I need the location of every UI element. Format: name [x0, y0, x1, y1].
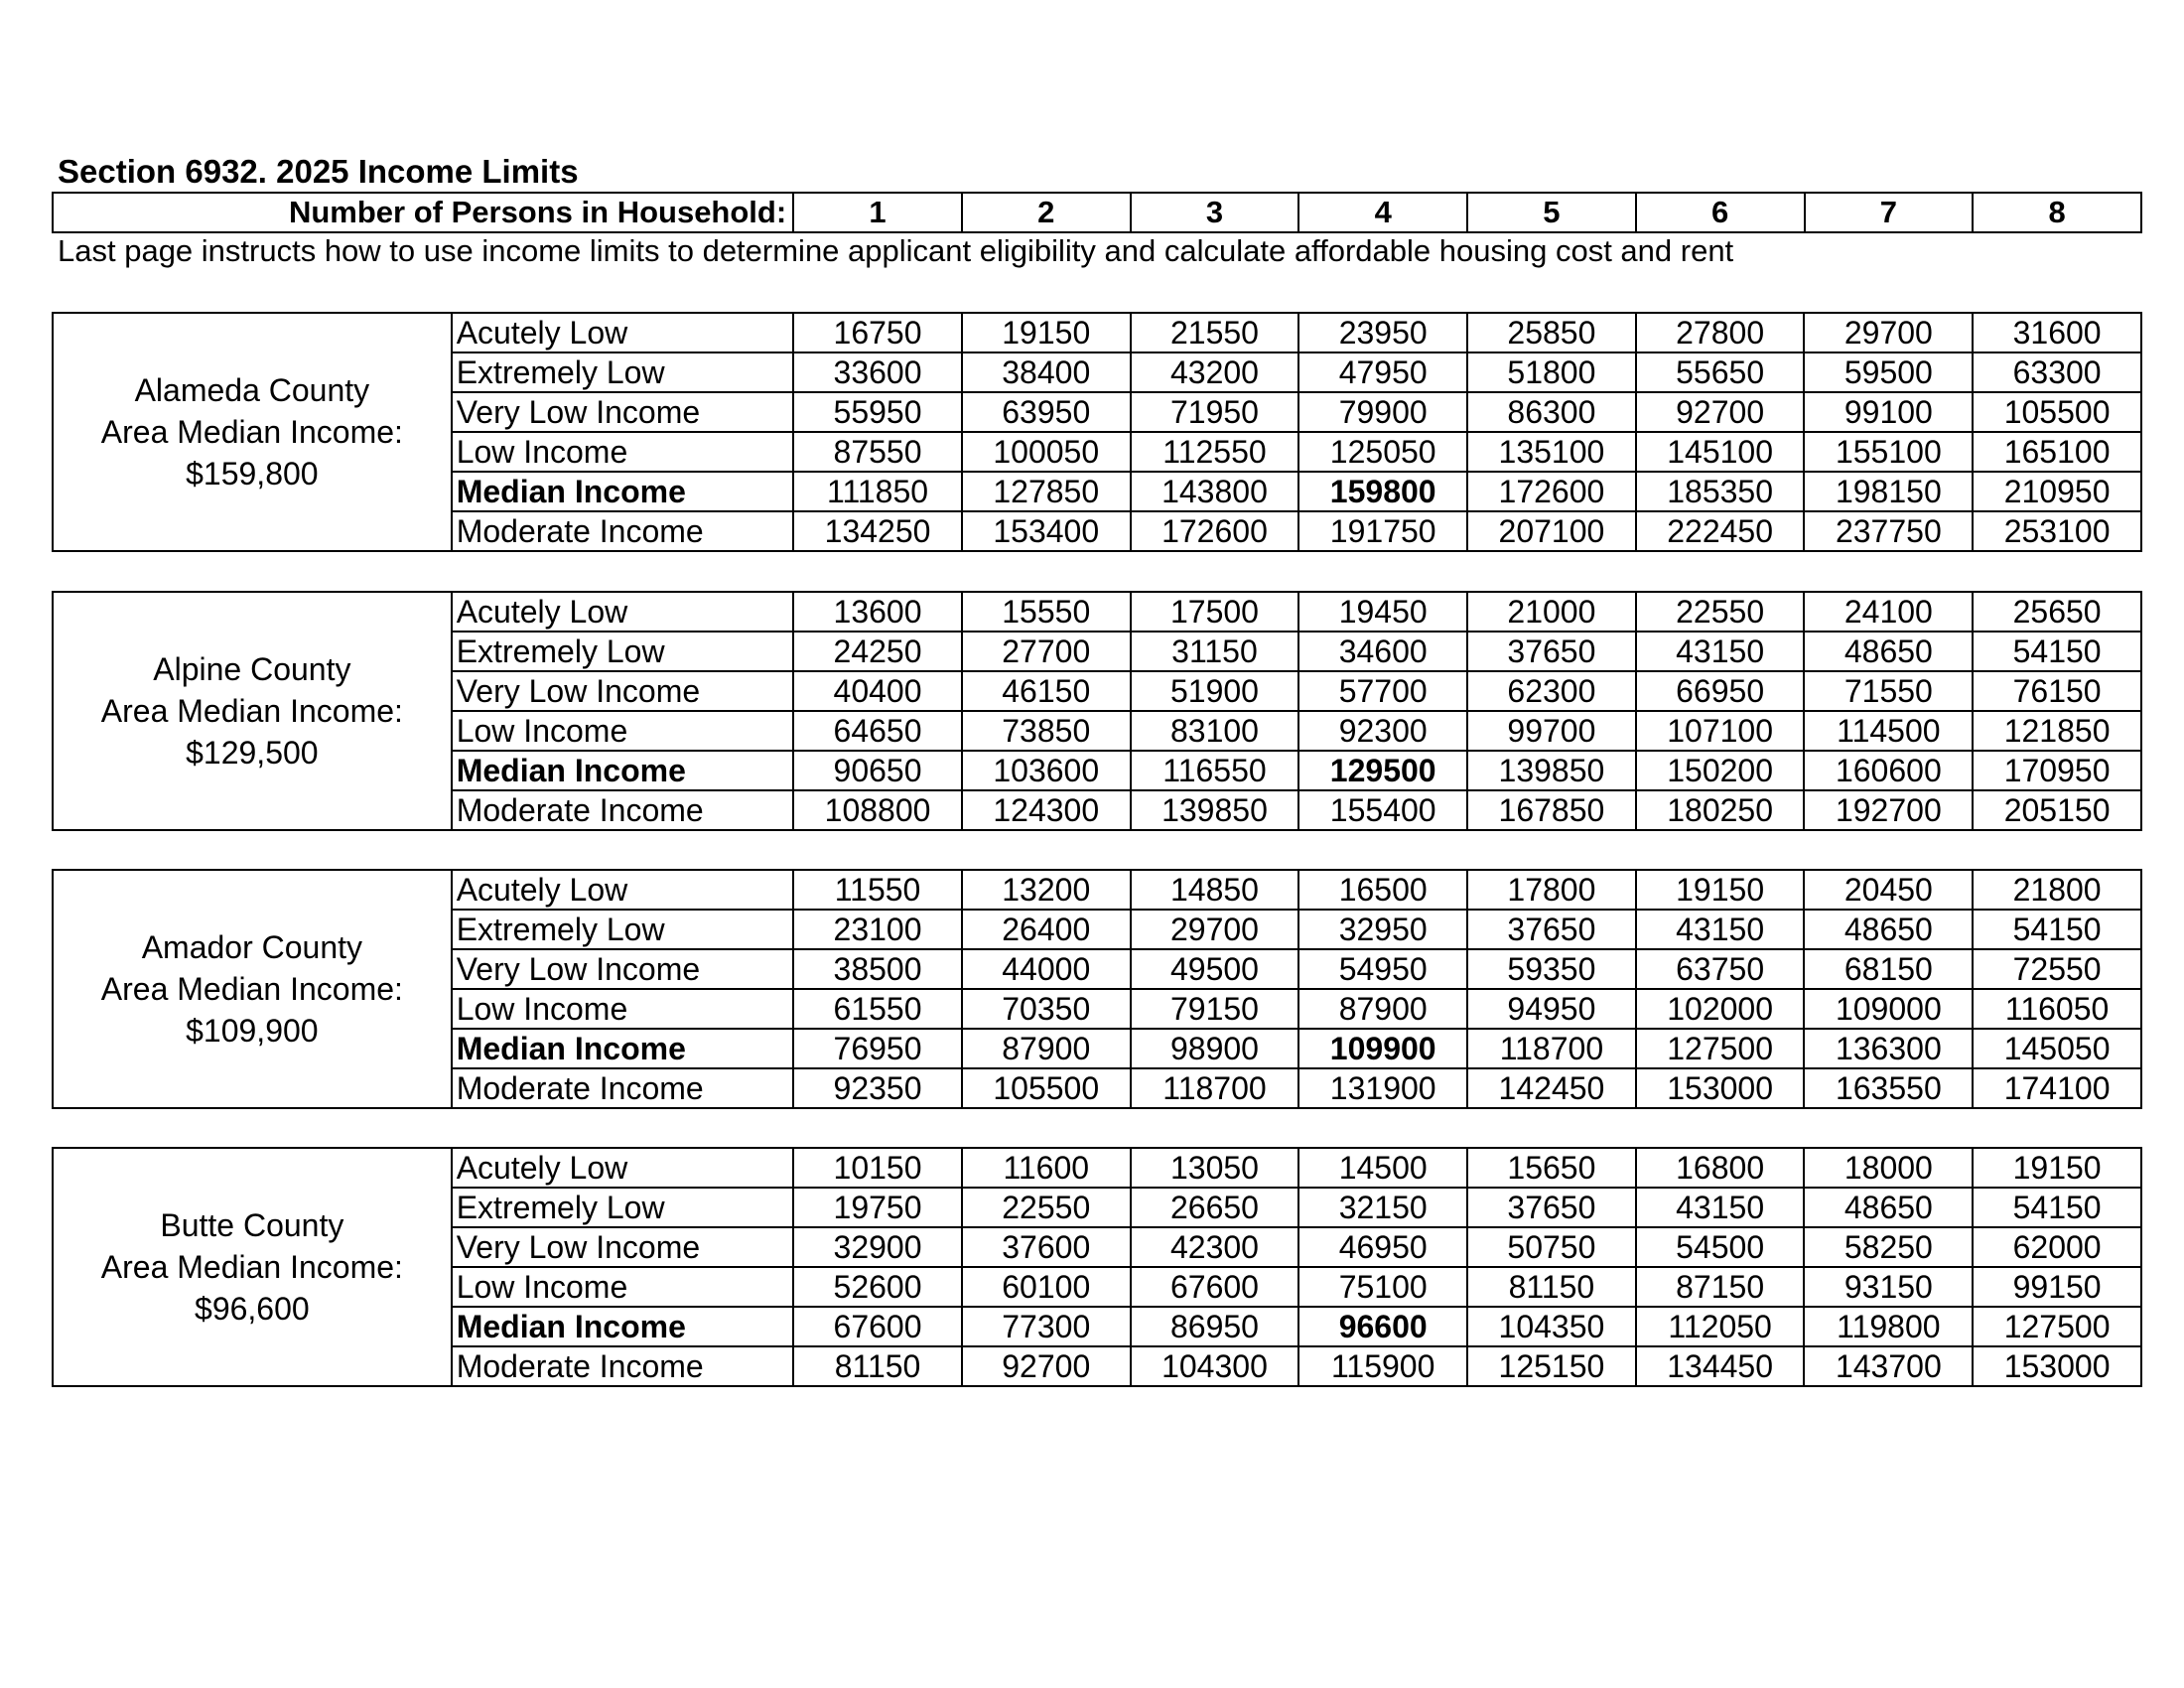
income-limit-cell: 92700: [962, 1346, 1131, 1386]
income-limit-cell: 105500: [1973, 392, 2141, 432]
county-info: [53, 313, 452, 551]
income-limit-cell: 210950: [1973, 472, 2141, 511]
income-category: Median Income: [452, 1307, 793, 1346]
income-limit-cell: 54500: [1636, 1227, 1805, 1267]
income-limit-cell: 107100: [1636, 711, 1805, 751]
income-category: Median Income: [452, 1029, 793, 1068]
income-limit-cell: 134250: [793, 511, 962, 551]
income-limit-cell: 37650: [1467, 632, 1636, 671]
income-limit-cell: 17500: [1131, 592, 1299, 632]
income-limit-cell: 26650: [1131, 1188, 1299, 1227]
income-limit-cell: 198150: [1804, 472, 1973, 511]
income-limit-cell: 27700: [962, 632, 1131, 671]
income-limit-cell: 125150: [1467, 1346, 1636, 1386]
page-title: Section 6932. 2025 Income Limits: [58, 153, 579, 190]
income-limit-cell: 112050: [1636, 1307, 1805, 1346]
income-limit-cell: 13600: [793, 592, 962, 632]
income-category: Very Low Income: [452, 671, 793, 711]
income-limit-cell: 61550: [793, 989, 962, 1029]
income-limit-cell: 43150: [1636, 1188, 1805, 1227]
income-limit-cell: 19150: [962, 313, 1131, 352]
income-limit-cell: 66950: [1636, 671, 1805, 711]
income-category: Acutely Low: [452, 870, 793, 910]
income-category: Acutely Low: [452, 313, 793, 352]
income-limit-cell: 145100: [1636, 432, 1805, 472]
income-limit-cell: 79150: [1131, 989, 1299, 1029]
income-limit-cell: 32150: [1298, 1188, 1467, 1227]
income-limit-cell: 253100: [1973, 511, 2141, 551]
household-label: Number of Persons in Household:: [53, 193, 793, 232]
income-limit-cell: 63950: [962, 392, 1131, 432]
income-limit-cell: 222450: [1636, 511, 1805, 551]
area-median-income-value: $96,600: [195, 1291, 310, 1327]
income-limit-cell: 71550: [1804, 671, 1973, 711]
table-row: [53, 313, 2141, 352]
income-limit-cell: 70350: [962, 989, 1131, 1029]
income-limit-cell: 62300: [1467, 671, 1636, 711]
income-limit-cell: 46150: [962, 671, 1131, 711]
table-row: [53, 870, 2141, 910]
household-size-3: 3: [1131, 193, 1299, 232]
income-limit-cell: 19150: [1973, 1148, 2141, 1188]
income-limit-cell: 23100: [793, 910, 962, 949]
income-category: Median Income: [452, 472, 793, 511]
income-limit-cell: 87900: [1298, 989, 1467, 1029]
income-limit-cell: 81150: [1467, 1267, 1636, 1307]
income-limit-cell: 135100: [1467, 432, 1636, 472]
income-limit-cell: 43150: [1636, 910, 1805, 949]
household-size-8: 8: [1973, 193, 2141, 232]
income-limit-cell: 42300: [1131, 1227, 1299, 1267]
income-limit-cell: 81150: [793, 1346, 962, 1386]
income-limit-cell: 131900: [1298, 1068, 1467, 1108]
instruction-note: Last page instructs how to use income limits to determine applicant eligibility and calculate affordable housing cost and rent: [58, 233, 1734, 268]
income-limit-cell: 14850: [1131, 870, 1299, 910]
area-median-income-label: Area Median Income:: [100, 693, 403, 729]
income-limit-cell: 180250: [1636, 790, 1805, 830]
income-category: Low Income: [452, 989, 793, 1029]
income-limit-cell: 75100: [1298, 1267, 1467, 1307]
income-limit-cell: 94950: [1467, 989, 1636, 1029]
income-limit-cell: 114500: [1804, 711, 1973, 751]
county-table: [52, 1147, 2142, 1387]
income-limit-cell: 92350: [793, 1068, 962, 1108]
income-limit-cell: 160600: [1804, 751, 1973, 790]
income-limit-cell: 109900: [1298, 1029, 1467, 1068]
income-category: Very Low Income: [452, 1227, 793, 1267]
income-limit-cell: 124300: [962, 790, 1131, 830]
income-limit-cell: 11600: [962, 1148, 1131, 1188]
income-limit-cell: 43150: [1636, 632, 1805, 671]
income-limit-cell: 105500: [962, 1068, 1131, 1108]
household-size-2: 2: [962, 193, 1131, 232]
income-limit-cell: 58250: [1804, 1227, 1973, 1267]
income-limit-cell: 104300: [1131, 1346, 1299, 1386]
income-limit-cell: 155400: [1298, 790, 1467, 830]
income-limit-cell: 21800: [1973, 870, 2141, 910]
income-limit-cell: 125050: [1298, 432, 1467, 472]
income-category: Moderate Income: [452, 1346, 793, 1386]
income-category: Acutely Low: [452, 1148, 793, 1188]
income-limit-cell: 93150: [1804, 1267, 1973, 1307]
income-limit-cell: 55950: [793, 392, 962, 432]
income-category: Moderate Income: [452, 511, 793, 551]
income-category: Acutely Low: [452, 592, 793, 632]
income-limit-cell: 104350: [1467, 1307, 1636, 1346]
area-median-income-value: $129,500: [186, 735, 319, 771]
income-limit-cell: 172600: [1467, 472, 1636, 511]
income-limit-cell: 77300: [962, 1307, 1131, 1346]
income-limit-cell: 185350: [1636, 472, 1805, 511]
income-limit-cell: 87550: [793, 432, 962, 472]
income-limit-cell: 27800: [1636, 313, 1805, 352]
income-limit-cell: 111850: [793, 472, 962, 511]
income-limit-cell: 153400: [962, 511, 1131, 551]
income-limit-cell: 205150: [1973, 790, 2141, 830]
income-limit-cell: 115900: [1298, 1346, 1467, 1386]
income-limit-cell: 23950: [1298, 313, 1467, 352]
income-limit-cell: 52600: [793, 1267, 962, 1307]
income-limit-cell: 32950: [1298, 910, 1467, 949]
income-limit-cell: 31150: [1131, 632, 1299, 671]
income-limit-cell: 87150: [1636, 1267, 1805, 1307]
income-limit-cell: 145050: [1973, 1029, 2141, 1068]
income-limit-cell: 46950: [1298, 1227, 1467, 1267]
county-table: [52, 591, 2142, 831]
income-limit-cell: 72550: [1973, 949, 2141, 989]
income-limit-cell: 121850: [1973, 711, 2141, 751]
household-size-5: 5: [1467, 193, 1636, 232]
income-limit-cell: 43200: [1131, 352, 1299, 392]
county-table: [52, 869, 2142, 1109]
income-limit-cell: 15550: [962, 592, 1131, 632]
county-name: Butte County: [160, 1207, 344, 1243]
county-info: [53, 592, 452, 830]
income-limit-cell: 102000: [1636, 989, 1805, 1029]
income-limit-cell: 142450: [1467, 1068, 1636, 1108]
income-limit-cell: 17800: [1467, 870, 1636, 910]
income-limit-cell: 155100: [1804, 432, 1973, 472]
income-limit-cell: 54150: [1973, 632, 2141, 671]
income-category: Low Income: [452, 432, 793, 472]
income-limit-cell: 192700: [1804, 790, 1973, 830]
income-limit-cell: 207100: [1467, 511, 1636, 551]
income-limit-cell: 119800: [1804, 1307, 1973, 1346]
income-limit-cell: 86300: [1467, 392, 1636, 432]
income-category: Low Income: [452, 711, 793, 751]
income-limit-cell: 73850: [962, 711, 1131, 751]
income-limit-cell: 31600: [1973, 313, 2141, 352]
income-limit-cell: 172600: [1131, 511, 1299, 551]
income-limit-cell: 44000: [962, 949, 1131, 989]
income-limit-cell: 37600: [962, 1227, 1131, 1267]
income-limit-cell: 191750: [1298, 511, 1467, 551]
income-limit-cell: 40400: [793, 671, 962, 711]
table-row: [53, 1148, 2141, 1188]
county-table: [52, 312, 2142, 552]
income-limit-cell: 13200: [962, 870, 1131, 910]
income-limit-cell: 139850: [1467, 751, 1636, 790]
income-limit-cell: 159800: [1298, 472, 1467, 511]
income-limit-cell: 98900: [1131, 1029, 1299, 1068]
household-size-4: 4: [1298, 193, 1467, 232]
income-category: Median Income: [452, 751, 793, 790]
income-limit-cell: 116550: [1131, 751, 1299, 790]
income-limit-cell: 127500: [1636, 1029, 1805, 1068]
income-limit-cell: 112550: [1131, 432, 1299, 472]
income-limit-cell: 167850: [1467, 790, 1636, 830]
income-limit-cell: 49500: [1131, 949, 1299, 989]
income-limit-cell: 76150: [1973, 671, 2141, 711]
income-limit-cell: 127500: [1973, 1307, 2141, 1346]
income-category: Extremely Low: [452, 632, 793, 671]
income-category: Moderate Income: [452, 1068, 793, 1108]
income-limit-cell: 38400: [962, 352, 1131, 392]
county-info: [53, 870, 452, 1108]
income-limit-cell: 143700: [1804, 1346, 1973, 1386]
income-limit-cell: 118700: [1131, 1068, 1299, 1108]
income-limit-cell: 87900: [962, 1029, 1131, 1068]
income-limit-cell: 170950: [1973, 751, 2141, 790]
income-limit-cell: 47950: [1298, 352, 1467, 392]
income-limit-cell: 24100: [1804, 592, 1973, 632]
area-median-income-label: Area Median Income:: [100, 414, 403, 450]
income-limit-cell: 76950: [793, 1029, 962, 1068]
income-category: Very Low Income: [452, 949, 793, 989]
income-limit-cell: 71950: [1131, 392, 1299, 432]
income-limit-cell: 68150: [1804, 949, 1973, 989]
income-limit-cell: 32900: [793, 1227, 962, 1267]
income-limit-cell: 19750: [793, 1188, 962, 1227]
income-limit-cell: 22550: [1636, 592, 1805, 632]
income-limit-cell: 99100: [1804, 392, 1973, 432]
household-size-1: 1: [793, 193, 962, 232]
income-category: Extremely Low: [452, 1188, 793, 1227]
income-category: Very Low Income: [452, 392, 793, 432]
county-name: Amador County: [141, 929, 363, 965]
income-limit-cell: 139850: [1131, 790, 1299, 830]
income-limit-cell: 63750: [1636, 949, 1805, 989]
income-limit-cell: 21550: [1131, 313, 1299, 352]
income-limit-cell: 67600: [1131, 1267, 1299, 1307]
income-limit-cell: 19450: [1298, 592, 1467, 632]
income-limit-cell: 153000: [1973, 1346, 2141, 1386]
income-limit-cell: 48650: [1804, 910, 1973, 949]
income-limit-cell: 62000: [1973, 1227, 2141, 1267]
income-limit-cell: 55650: [1636, 352, 1805, 392]
income-limit-cell: 90650: [793, 751, 962, 790]
income-limit-cell: 118700: [1467, 1029, 1636, 1068]
income-limit-cell: 16800: [1636, 1148, 1805, 1188]
income-limit-cell: 99150: [1973, 1267, 2141, 1307]
income-limit-cell: 37650: [1467, 1188, 1636, 1227]
income-limit-cell: 37650: [1467, 910, 1636, 949]
income-limit-cell: 50750: [1467, 1227, 1636, 1267]
income-limit-cell: 54150: [1973, 1188, 2141, 1227]
income-limit-cell: 38500: [793, 949, 962, 989]
household-size-7: 7: [1805, 193, 1974, 232]
income-limit-cell: 129500: [1298, 751, 1467, 790]
income-limit-cell: 174100: [1973, 1068, 2141, 1108]
income-limit-cell: 21000: [1467, 592, 1636, 632]
household-size-6: 6: [1636, 193, 1805, 232]
income-limit-cell: 116050: [1973, 989, 2141, 1029]
income-limit-cell: 153000: [1636, 1068, 1805, 1108]
household-size-header: [52, 192, 2142, 233]
income-limit-cell: 63300: [1973, 352, 2141, 392]
income-limit-cell: 48650: [1804, 632, 1973, 671]
income-limit-cell: 92700: [1636, 392, 1805, 432]
income-limit-cell: 16750: [793, 313, 962, 352]
income-limit-cell: 60100: [962, 1267, 1131, 1307]
income-limit-cell: 67600: [793, 1307, 962, 1346]
income-limit-cell: 54150: [1973, 910, 2141, 949]
income-limit-cell: 54950: [1298, 949, 1467, 989]
income-limit-cell: 51900: [1131, 671, 1299, 711]
income-limit-cell: 29700: [1131, 910, 1299, 949]
income-limit-cell: 237750: [1804, 511, 1973, 551]
income-limit-cell: 48650: [1804, 1188, 1973, 1227]
income-limit-cell: 79900: [1298, 392, 1467, 432]
income-limit-cell: 18000: [1804, 1148, 1973, 1188]
area-median-income-value: $109,900: [186, 1013, 319, 1049]
income-limit-cell: 143800: [1131, 472, 1299, 511]
income-limit-cell: 13050: [1131, 1148, 1299, 1188]
income-limit-cell: 165100: [1973, 432, 2141, 472]
income-limit-cell: 24250: [793, 632, 962, 671]
income-limit-cell: 22550: [962, 1188, 1131, 1227]
income-limit-cell: 99700: [1467, 711, 1636, 751]
income-limit-cell: 51800: [1467, 352, 1636, 392]
income-limit-cell: 109000: [1804, 989, 1973, 1029]
income-limit-cell: 103600: [962, 751, 1131, 790]
income-limit-cell: 59500: [1804, 352, 1973, 392]
income-limit-cell: 100050: [962, 432, 1131, 472]
income-limit-cell: 59350: [1467, 949, 1636, 989]
income-limit-cell: 83100: [1131, 711, 1299, 751]
income-limit-cell: 34600: [1298, 632, 1467, 671]
income-limit-cell: 25650: [1973, 592, 2141, 632]
county-name: Alameda County: [134, 372, 370, 408]
income-limit-cell: 136300: [1804, 1029, 1973, 1068]
income-limit-cell: 10150: [793, 1148, 962, 1188]
income-limit-cell: 14500: [1298, 1148, 1467, 1188]
income-limit-cell: 29700: [1804, 313, 1973, 352]
income-limit-cell: 25850: [1467, 313, 1636, 352]
income-limit-cell: 92300: [1298, 711, 1467, 751]
income-limit-cell: 134450: [1636, 1346, 1805, 1386]
income-category: Extremely Low: [452, 910, 793, 949]
income-limit-cell: 86950: [1131, 1307, 1299, 1346]
income-limit-cell: 16500: [1298, 870, 1467, 910]
income-limit-cell: 57700: [1298, 671, 1467, 711]
income-limit-cell: 33600: [793, 352, 962, 392]
table-row: [53, 592, 2141, 632]
income-limit-cell: 11550: [793, 870, 962, 910]
income-category: Moderate Income: [452, 790, 793, 830]
income-category: Extremely Low: [452, 352, 793, 392]
income-limit-cell: 26400: [962, 910, 1131, 949]
area-median-income-value: $159,800: [186, 456, 319, 492]
area-median-income-label: Area Median Income:: [100, 1249, 403, 1285]
income-limit-cell: 19150: [1636, 870, 1805, 910]
income-limit-cell: 163550: [1804, 1068, 1973, 1108]
income-limit-cell: 108800: [793, 790, 962, 830]
income-limit-cell: 20450: [1804, 870, 1973, 910]
income-category: Low Income: [452, 1267, 793, 1307]
income-limit-cell: 64650: [793, 711, 962, 751]
income-limit-cell: 96600: [1298, 1307, 1467, 1346]
income-limit-cell: 15650: [1467, 1148, 1636, 1188]
income-limit-cell: 127850: [962, 472, 1131, 511]
area-median-income-label: Area Median Income:: [100, 971, 403, 1007]
county-info: [53, 1148, 452, 1386]
county-name: Alpine County: [153, 651, 351, 687]
income-limit-cell: 150200: [1636, 751, 1805, 790]
